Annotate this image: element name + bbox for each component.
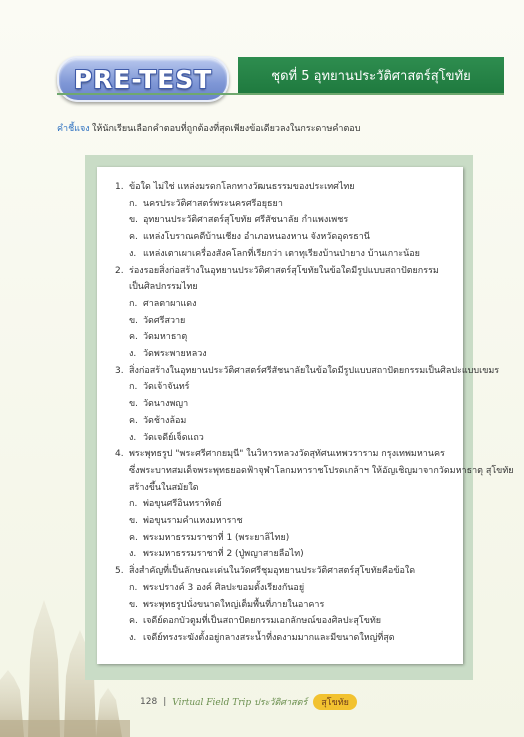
answer-option bbox=[115, 396, 455, 413]
series-title: Virtual Field Trip ประวัติศาสตร์ bbox=[172, 698, 308, 708]
option-text: พระปรางค์ 3 องค์ ศิลปะขอมตั้งเรียงกันอยู่ bbox=[143, 582, 305, 593]
option-letter: ค. bbox=[129, 415, 138, 426]
option-letter: ง. bbox=[129, 248, 137, 259]
option-text: แหล่งเตาเผาเครื่องสังคโลกที่เรียกว่า เตาทุเรียงบ้านป่ายาง บ้านเกาะน้อย bbox=[143, 248, 420, 259]
option-letter: ง. bbox=[129, 549, 137, 560]
question-text: สิ่งสำคัญที่เป็นลักษณะเด่นในวัดศรีชุมอุทยานประวัติศาสตร์สุโขทัยคือข้อใด bbox=[129, 566, 416, 577]
option-letter: ค. bbox=[129, 532, 138, 543]
question-number: 5. bbox=[115, 566, 124, 577]
page-title: ชุดที่ 5 อุทยานประวัติศาสตร์สุโขทัย bbox=[271, 68, 471, 84]
option-letter: ก. bbox=[129, 499, 138, 510]
option-text: นครประวัติศาสตร์พระนครศรีอยุธยา bbox=[143, 198, 283, 209]
answer-option bbox=[115, 229, 455, 246]
option-text: เจดีย์ทรงระฆังตั้งอยู่กลางสระน้ำที่งดงามมากและมีขนาดใหญ่ที่สุด bbox=[143, 632, 395, 643]
option-text: วัดช้างล้อม bbox=[143, 415, 187, 426]
question-text-continued: สร้างขึ้นในสมัยใด bbox=[129, 482, 199, 493]
option-letter: ค. bbox=[129, 616, 138, 627]
option-text: วัดเจดีย์เจ็ดแถว bbox=[143, 432, 204, 443]
question-list bbox=[115, 179, 514, 647]
instructions-label: คำชี้แจง bbox=[57, 124, 90, 134]
question-text: สิ่งก่อสร้างในอุทยานประวัติศาสตร์ศรีสัชนาลัยในข้อใดมีรูปแบบสถาปัตยกรรมเป็นศิลปะแบบเขมร bbox=[129, 365, 500, 376]
option-text: พระมหาธรรมราชาที่ 1 (พระยาลิไทย) bbox=[143, 532, 290, 543]
answer-option bbox=[115, 379, 455, 396]
option-letter: ข. bbox=[129, 315, 139, 326]
option-letter: ข. bbox=[129, 599, 139, 610]
footer-separator: | bbox=[163, 697, 167, 707]
title-bar bbox=[238, 57, 504, 93]
option-text: พ่อขุนศรีอินทราทิตย์ bbox=[143, 499, 222, 510]
option-letter: ง. bbox=[129, 432, 137, 443]
answer-option bbox=[115, 513, 455, 530]
question-text-continued: เป็นศิลปกรรมไทย bbox=[129, 282, 198, 293]
pretest-label: PRE-TEST bbox=[73, 64, 213, 94]
option-text: วัดมหาธาตุ bbox=[143, 332, 188, 343]
question-text: ร่องรอยสิ่งก่อสร้างในอุทยานประวัติศาสตร์สุโขทัยในข้อใดมีรูปแบบสถาปัตยกรรม bbox=[129, 265, 439, 276]
sukhothai-logo: สุโขทัย bbox=[313, 694, 357, 710]
option-text: วัดศรีสวาย bbox=[143, 315, 186, 326]
answer-option bbox=[115, 580, 455, 597]
question-text: ข้อใด ไม่ใช่ แหล่งมรดกโลกทางวัฒนธรรมของประเทศไทย bbox=[129, 182, 355, 192]
option-text: พ่อขุนรามคำแหงมหาราช bbox=[143, 516, 243, 527]
answer-option bbox=[115, 413, 455, 430]
option-text: แหล่งโบราณคดีบ้านเชียง อำเภอหนองหาน จังหวัดอุดรธานี bbox=[143, 232, 370, 243]
option-letter: ง. bbox=[129, 632, 137, 643]
answer-option bbox=[115, 496, 455, 513]
option-letter: ก. bbox=[129, 198, 138, 209]
option-letter: ง. bbox=[129, 349, 137, 360]
option-letter: ข. bbox=[129, 215, 139, 226]
question-text-continued: ซึ่งพระบาทสมเด็จพระพุทธยอดฟ้าจุฬาโลกมหาราชโปรดเกล้าฯ ให้อัญเชิญมาจากวัดมหาธาตุ สุโขทัย bbox=[129, 465, 514, 476]
option-letter: ข. bbox=[129, 516, 139, 527]
pretest-badge bbox=[57, 56, 229, 102]
option-text: วัดนางพญา bbox=[143, 399, 189, 410]
option-text: เจดีย์ดอกบัวตูมที่เป็นสถาปัตยกรรมเอกลักษณ์ของศิลปะสุโขทัย bbox=[143, 616, 382, 627]
answer-option bbox=[115, 546, 455, 563]
question-stem bbox=[115, 263, 455, 280]
answer-option bbox=[115, 246, 455, 263]
option-text: พระมหาธรรมราชาที่ 2 (ปู่พญาสายลือไท) bbox=[143, 549, 304, 560]
option-letter: ค. bbox=[129, 332, 138, 343]
answer-option bbox=[115, 346, 455, 363]
question-stem bbox=[115, 446, 455, 463]
question-number: 1. bbox=[115, 182, 124, 192]
option-letter: ข. bbox=[129, 399, 139, 410]
answer-option bbox=[115, 613, 455, 630]
question-number: 4. bbox=[115, 449, 124, 460]
question-stem bbox=[115, 563, 455, 580]
answer-option bbox=[115, 296, 455, 313]
answer-option bbox=[115, 212, 455, 229]
option-text: วัดพระพายหลวง bbox=[143, 349, 207, 360]
answer-option bbox=[115, 196, 455, 213]
answer-option bbox=[115, 597, 455, 614]
answer-option bbox=[115, 329, 455, 346]
option-text: พระพุทธรูปนั่งขนาดใหญ่เต็มพื้นที่ภายในอาคาร bbox=[143, 599, 325, 610]
answer-option bbox=[115, 430, 455, 447]
question-stem bbox=[115, 179, 455, 196]
option-letter: ค. bbox=[129, 232, 138, 243]
option-letter: ก. bbox=[129, 298, 138, 309]
answer-option bbox=[115, 530, 455, 547]
option-letter: ก. bbox=[129, 582, 138, 593]
question-number: 3. bbox=[115, 365, 124, 376]
header-divider bbox=[57, 93, 504, 95]
option-letter: ก. bbox=[129, 382, 138, 393]
answer-option bbox=[115, 313, 455, 330]
footer bbox=[140, 694, 357, 710]
option-text: ศาลตาผาแดง bbox=[143, 298, 197, 309]
instructions-text: ให้นักเรียนเลือกคำตอบที่ถูกต้องที่สุดเพียงข้อเดียวลงในกระดาษคำตอบ bbox=[92, 124, 361, 134]
page-number: 128 bbox=[140, 697, 158, 707]
option-text: วัดเจ้าจันทร์ bbox=[143, 382, 190, 393]
answer-option bbox=[115, 630, 455, 647]
question-stem bbox=[115, 363, 500, 380]
option-text: อุทยานประวัติศาสตร์สุโขทัย ศรีสัชนาลัย กำแพงเพชร bbox=[143, 215, 349, 226]
question-number: 2. bbox=[115, 265, 124, 276]
question-text: พระพุทธรูป "พระศรีศากยมุนี" ในวิหารหลวงวัดสุทัศนเทพวราราม กรุงเทพมหานคร bbox=[129, 449, 445, 460]
